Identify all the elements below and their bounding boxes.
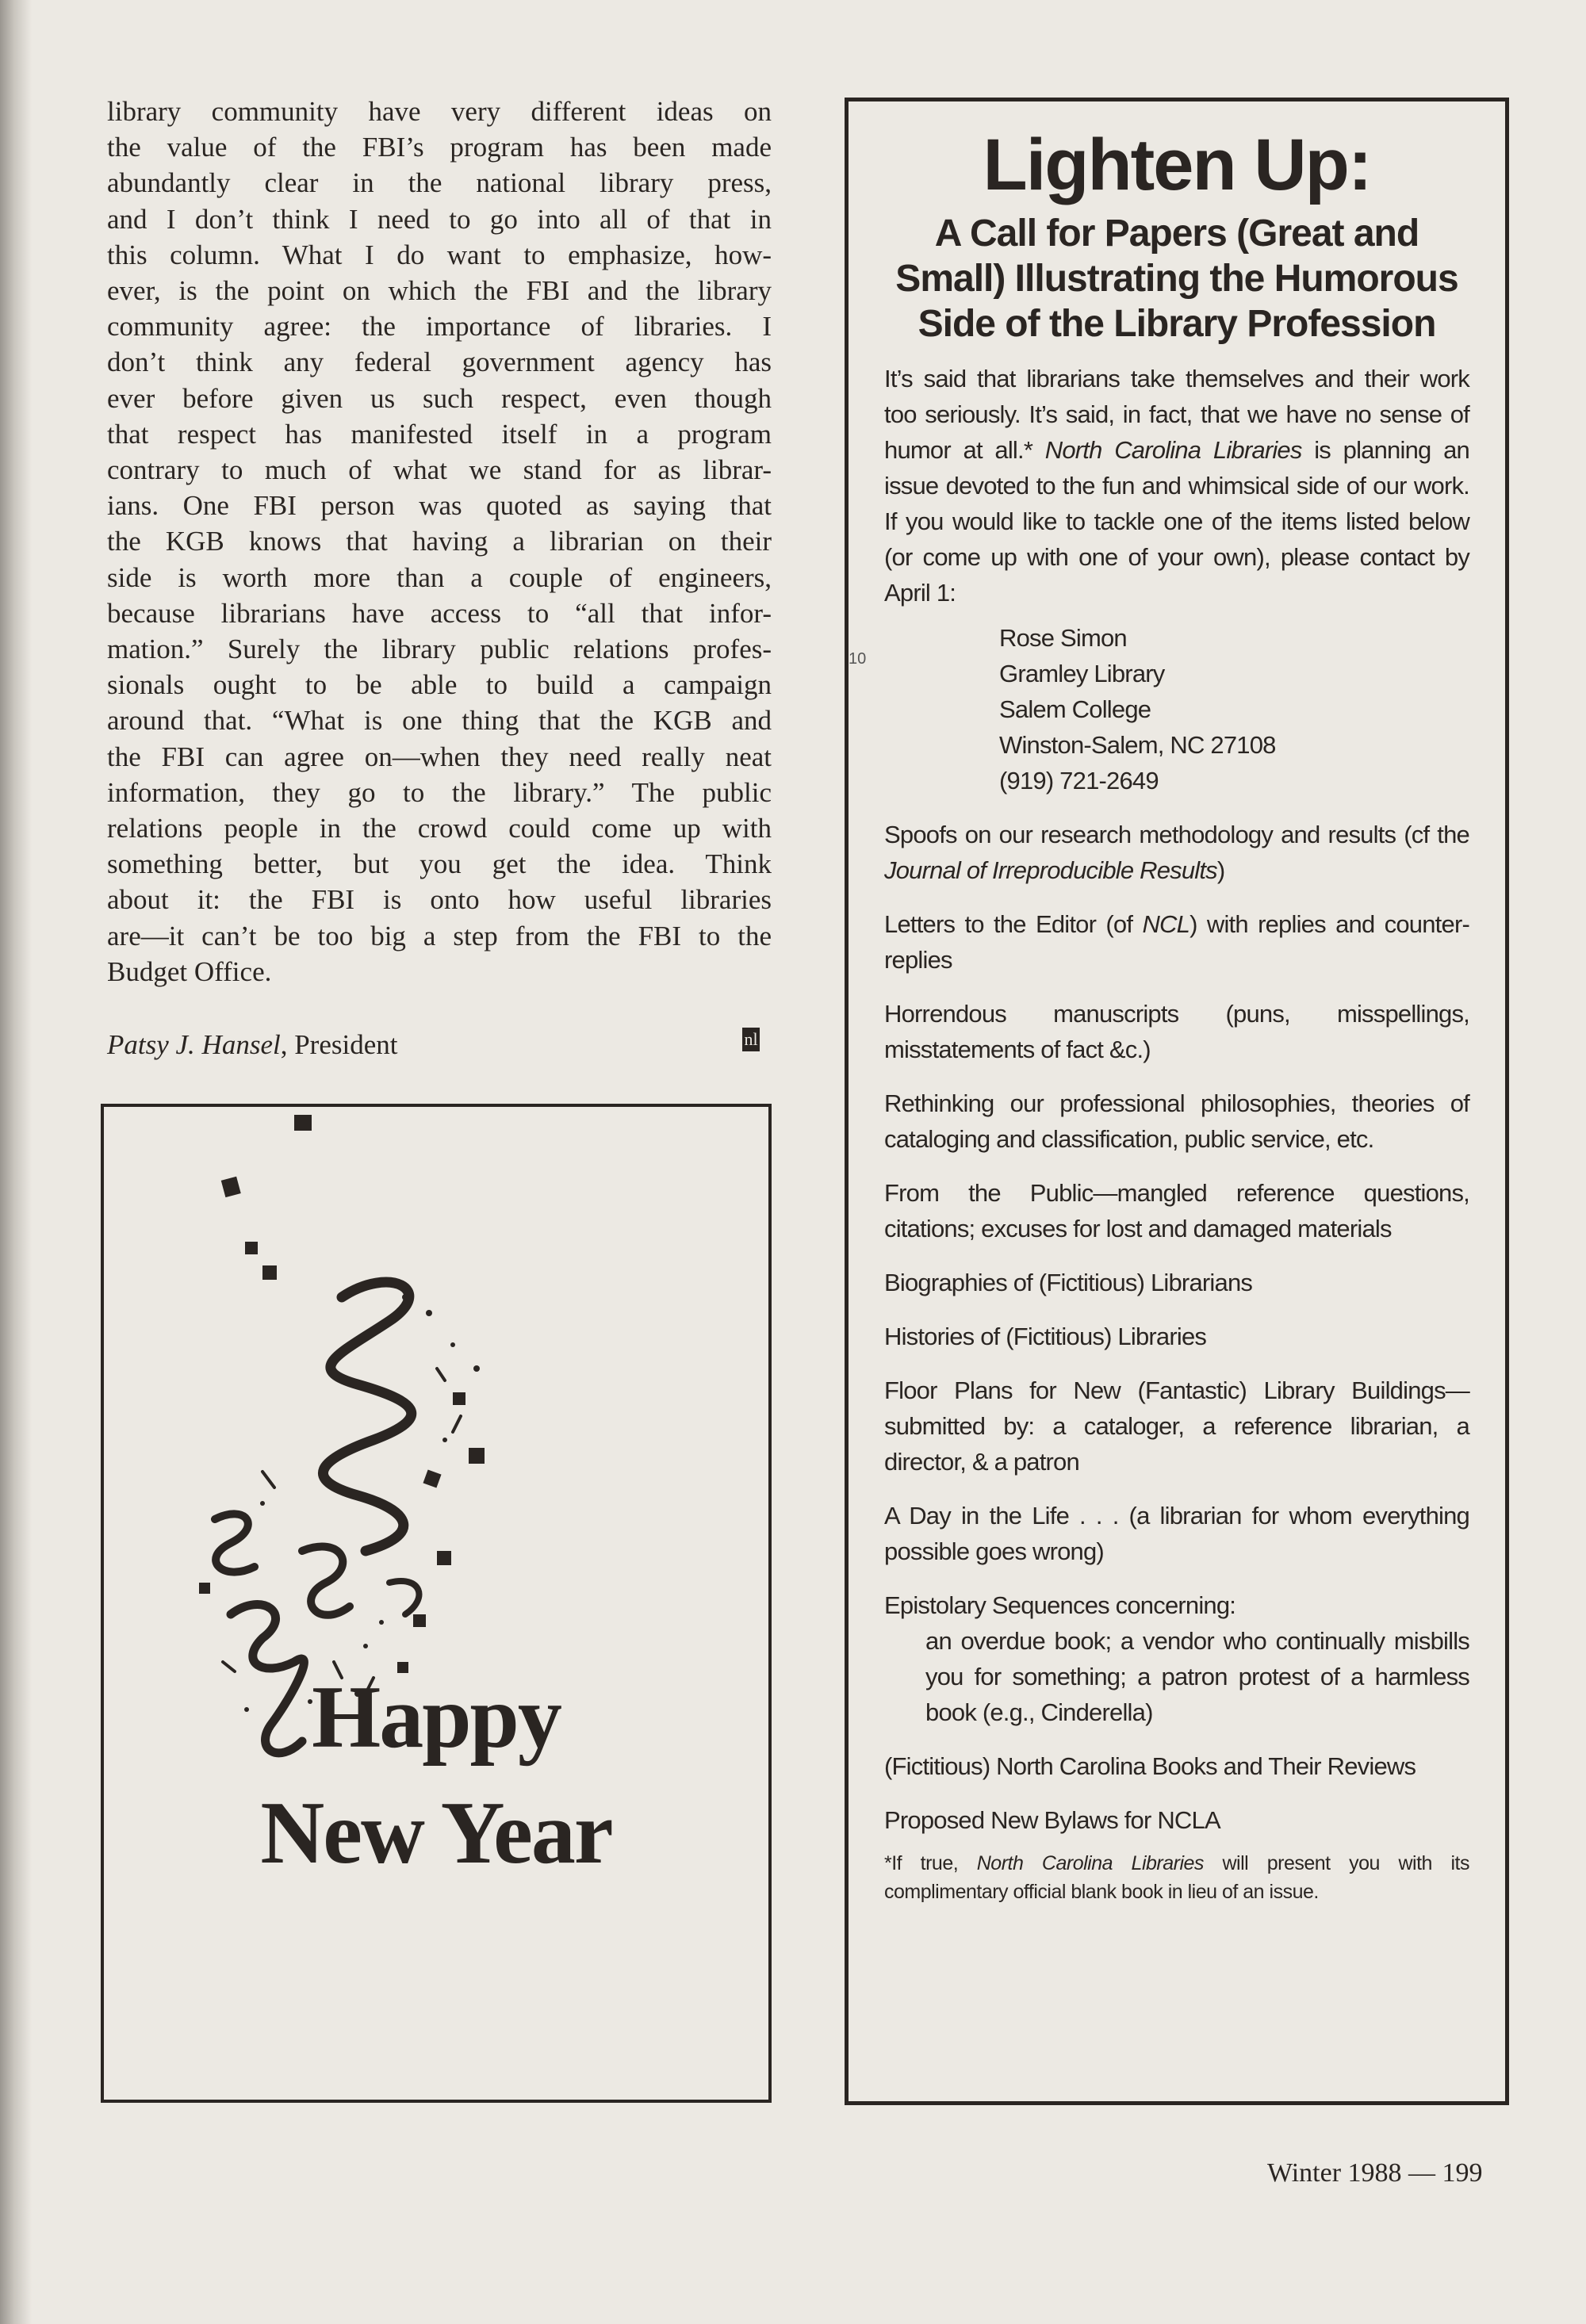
topic-item [884,817,1469,888]
text-line: about it: the FBI is onto how useful libraries [107,884,772,916]
footnote-text: *If true, [884,1852,977,1874]
topic-text: ) [1216,856,1225,884]
text-line: this column. What I do want to emphasize, how- [107,239,772,270]
cfp-title: Lighten Up: [983,124,1371,205]
page-footer: Winter 1988 — 199 [1267,2158,1483,2188]
contact-name: Rose Simon [999,624,1127,652]
contact-phone: (919) 721-2649 [999,767,1159,794]
topic-item: Horrendous manuscripts (puns, misspellings, misstatements of fact &c.) [884,1000,1469,1063]
text-line: ians. One FBI person was quoted as saying that [107,490,772,522]
text-line: ever before given us such respect, even though [107,382,772,414]
topic-text: ) with replies and counter-replies [884,910,1469,974]
topic-text: Spoofs on our research methodology and results (cf the [884,821,1469,848]
cfp-intro [884,361,1469,611]
happy-new-year-box [101,1104,772,2103]
topic-item: (Fictitious) North Carolina Books and Their Reviews [884,1752,1416,1780]
topic-item: Epistolary Sequences concerning: [884,1591,1236,1619]
margin-mark: 10 [849,650,867,668]
text-line: something better, but you get the idea. Think [107,848,772,880]
topic-item: From the Public—mangled reference questions, citations; excuses for lost and damaged materials [884,1179,1469,1242]
text-line: Budget Office. [107,955,272,987]
text-line: mation.” Surely the library public relations profes- [107,634,772,665]
text-line: the KGB knows that having a librarian on their [107,526,772,557]
text-line: that respect has manifested itself in a program [107,418,772,450]
text-line: ever, is the point on which the FBI and the library [107,275,772,307]
text-line: library community have very different ideas on [107,96,772,127]
text-line: abundantly clear in the national library press, [107,167,772,199]
journal-name: Journal of Irreproducible Results [884,856,1217,884]
text-line: contrary to much of what we stand for as librar- [107,454,772,486]
text-line: information, they go to the library.” The public [107,776,772,808]
contact-college: Salem College [999,695,1151,723]
signature [107,1029,397,1061]
greeting-new-year: New Year [260,1784,612,1882]
topic-item: Biographies of (Fictitious) Librarians [884,1269,1253,1296]
contact-city: Winston-Salem, NC 27108 [999,731,1276,759]
footnote [884,1849,1469,1906]
topic-item: Rethinking our professional philosophies, theories of cataloging and classification, public service, etc. [884,1089,1469,1153]
text-line: don’t think any federal government agency has [107,346,772,378]
contact-library: Gramley Library [999,660,1165,687]
footnote-text-cont: will present you with its complimentary official blank book in lieu of an issue. [884,1852,1469,1903]
intro-text: It’s said that librarians take themselves and their work too seriously. It’s said, in fact, that we have no sense of humor at all.* [884,365,1469,464]
topic-item: A Day in the Life . . . (a librarian for whom everything possible goes wrong) [884,1502,1469,1565]
text-line: side is worth more than a couple of engineers, [107,561,772,593]
greeting-happy: Happy [312,1668,561,1767]
journal-abbrev: NCL [1142,910,1190,938]
end-mark-logo: nl [742,1028,760,1051]
text-line: the value of the FBI’s program has been made [107,132,772,163]
cfp-subtitle: A Call for Papers (Great and Small) Illustrating the Humorous Side of the Library Profession [895,212,1458,345]
signature-name: Patsy J. Hansel [107,1029,281,1060]
intro-text-cont: is planning an issue devoted to the fun and whimsical side of our work. If you would like to tackle one of the items listed below (or come up with one of your own), please contact by April 1: [884,436,1469,607]
journal-name: North Carolina Libraries [976,1852,1204,1874]
topic-item [884,906,1469,978]
text-line: the FBI can agree on—when they need really neat [107,741,772,772]
contact-address [999,620,1469,798]
text-line: community agree: the importance of libraries. I [107,311,772,343]
signature-title: , President [280,1029,398,1060]
confetti-streamer-illustration [104,1107,768,2100]
topic-item: Histories of (Fictitious) Libraries [884,1323,1207,1350]
topic-item: Proposed New Bylaws for NCLA [884,1806,1220,1834]
topic-item: Floor Plans for New (Fantastic) Library Buildings—submitted by: a cataloger, a reference librarian, a director, & a patron [884,1376,1469,1476]
text-line: relations people in the crowd could come up with [107,813,772,844]
presidents-column-text [107,94,772,990]
text-line: are—it can’t be too big a step from the FBI to the [107,920,772,951]
page-binding-shadow [0,0,32,2324]
text-line: and I don’t think I need to go into all of that in [107,203,772,235]
call-for-papers-box [845,98,1509,2105]
topic-text: Letters to the Editor (of [884,910,1143,938]
journal-name: North Carolina Libraries [1044,436,1302,464]
text-line: because librarians have access to “all that infor- [107,597,772,629]
topic-subitem: an overdue book; a vendor who continually misbills you for something; a patron protest of a harmless book (e.g., Cinderella) [925,1627,1469,1726]
text-line: around that. “What is one thing that the KGB and [107,705,772,737]
text-line: sionals ought to be able to build a campaign [107,669,772,701]
